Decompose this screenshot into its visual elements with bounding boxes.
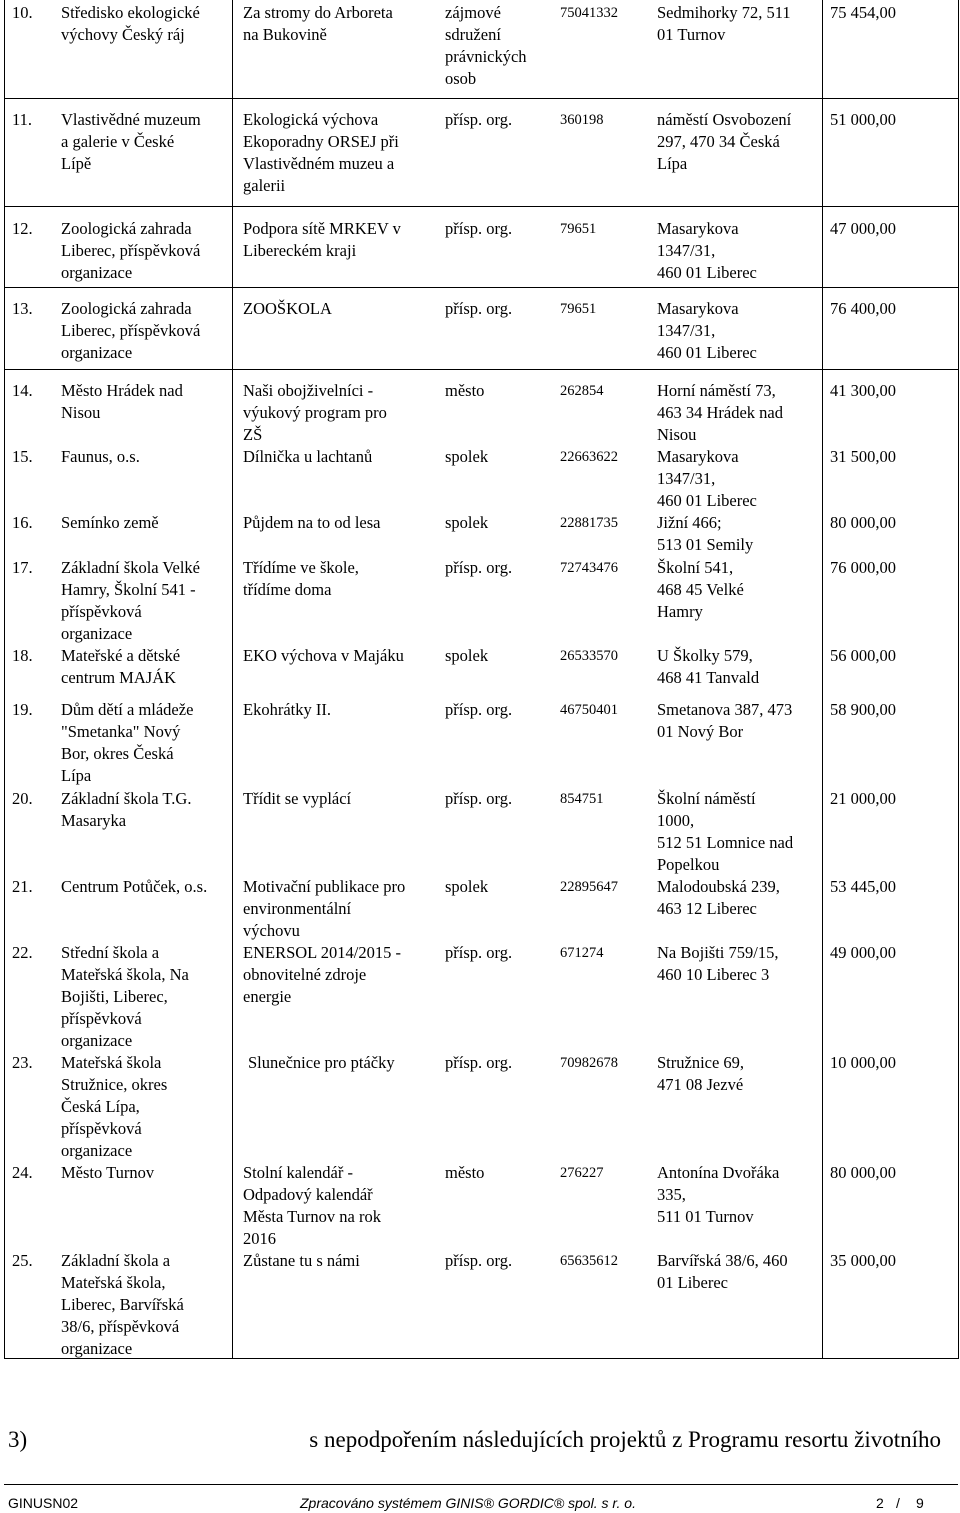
project-name: Za stromy do Arboreta na Bukovině <box>243 3 393 44</box>
project-name: Podpora sítě MRKEV v Libereckém kraji <box>243 219 401 260</box>
applicant-name: Semínko země <box>61 513 159 532</box>
amount: 41 300,00 <box>830 381 896 400</box>
row-number: 15. <box>12 447 33 466</box>
project-name: Ekologická výchova Ekoporadny ORSEJ při Vlastivědném muzeu a galerii <box>243 110 399 195</box>
ico-number: 79651 <box>560 221 597 237</box>
ico-number: 276227 <box>560 1165 604 1181</box>
ico-number: 65635612 <box>560 1253 618 1269</box>
address: Jižní 466; 513 01 Semily <box>657 513 754 554</box>
row-number: 23. <box>12 1053 33 1072</box>
amount: 56 000,00 <box>830 646 896 665</box>
ico-number: 360198 <box>560 112 604 128</box>
legal-form: přísp. org. <box>445 943 513 962</box>
legal-form: město <box>445 381 485 400</box>
address: Masarykova 1347/31, 460 01 Liberec <box>657 447 757 510</box>
row-number: 25. <box>12 1251 33 1270</box>
project-name: Stolní kalendář - Odpadový kalendář Města Turnov na rok 2016 <box>243 1163 381 1248</box>
project-name: Ekohrátky II. <box>243 700 331 719</box>
row-number: 24. <box>12 1163 33 1182</box>
applicant-name: Mateřské a dětské centrum MAJÁK <box>61 646 181 687</box>
row-number: 19. <box>12 700 33 719</box>
address: Masarykova 1347/31, 460 01 Liberec <box>657 219 757 282</box>
amount: 49 000,00 <box>830 943 896 962</box>
amount: 35 000,00 <box>830 1251 896 1270</box>
address: Školní 541, 468 45 Velké Hamry <box>657 558 744 621</box>
row-number: 14. <box>12 381 33 400</box>
address: Sedmihorky 72, 511 01 Turnov <box>657 3 791 44</box>
address: Malodoubská 239, 463 12 Liberec <box>657 877 780 918</box>
footer-page-total: 9 <box>916 1495 924 1511</box>
ico-number: 79651 <box>560 301 597 317</box>
address: Na Bojišti 759/15, 460 10 Liberec 3 <box>657 943 779 984</box>
applicant-name: Dům dětí a mládeže "Smetanka" Nový Bor, okres Česká Lípa <box>61 700 194 785</box>
row-number: 21. <box>12 877 33 896</box>
ico-number: 22881735 <box>560 515 618 531</box>
project-name: Naši obojživelníci - výukový program pro ZŠ <box>243 381 387 444</box>
amount: 76 000,00 <box>830 558 896 577</box>
row-number: 17. <box>12 558 33 577</box>
address: Horní náměstí 73, 463 34 Hrádek nad Nisou <box>657 381 784 444</box>
ico-number: 671274 <box>560 945 604 961</box>
footer-page-separator: / <box>896 1495 900 1511</box>
address: U Školky 579, 468 41 Tanvald <box>657 646 760 687</box>
address: Stružnice 69, 471 08 Jezvé <box>657 1053 745 1094</box>
applicant-name: Mateřská škola Stružnice, okres Česká Lípa, příspěvková organizace <box>61 1053 168 1160</box>
amount: 31 500,00 <box>830 447 896 466</box>
project-name: Třídíme ve škole, třídíme doma <box>243 558 359 599</box>
applicant-name: Faunus, o.s. <box>61 447 140 466</box>
amount: 75 454,00 <box>830 3 896 22</box>
project-name: Půjdem na to od lesa <box>243 513 381 532</box>
applicant-name: Základní škola T.G. Masaryka <box>61 789 192 830</box>
legal-form: spolek <box>445 447 489 466</box>
ico-number: 75041332 <box>560 5 618 21</box>
row-number: 20. <box>12 789 33 808</box>
address: Školní náměstí 1000, 512 51 Lomnice nad Popelkou <box>657 789 794 874</box>
footer-generator: Zpracováno systémem GINIS® GORDIC® spol. s r. o. <box>300 1495 636 1511</box>
applicant-name: Město Hrádek nad Nisou <box>61 381 183 422</box>
amount: 51 000,00 <box>830 110 896 129</box>
ico-number: 22663622 <box>560 449 618 465</box>
legal-form: přísp. org. <box>445 1053 513 1072</box>
legal-form: přísp. org. <box>445 789 513 808</box>
project-name: Dílnička u lachtanů <box>243 447 373 466</box>
address: náměstí Osvobození 297, 470 34 Česká Lípa <box>657 110 792 173</box>
applicant-name: Střední škola a Mateřská škola, Na Bojišti, Liberec, příspěvková organizace <box>61 943 189 1050</box>
row-number: 13. <box>12 299 33 318</box>
footer-code: GINUSN02 <box>8 1495 79 1511</box>
project-name: Zůstane tu s námi <box>243 1251 360 1270</box>
row-number: 22. <box>12 943 33 962</box>
project-name: ENERSOL 2014/2015 - obnovitelné zdroje energie <box>243 943 401 1006</box>
row-number: 18. <box>12 646 33 665</box>
applicant-name: Vlastivědné muzeum a galerie v České Lípě <box>61 110 201 173</box>
amount: 58 900,00 <box>830 700 896 719</box>
row-number: 16. <box>12 513 33 532</box>
project-name: Motivační publikace pro environmentální výchovu <box>243 877 406 940</box>
amount: 53 445,00 <box>830 877 896 896</box>
section-heading: s nepodpořením následujících projektů z Programu resortu životního <box>309 1427 941 1452</box>
applicant-name: Zoologická zahrada Liberec, příspěvková organizace <box>61 299 201 362</box>
applicant-name: Město Turnov <box>61 1163 155 1182</box>
ico-number: 72743476 <box>560 560 618 576</box>
applicant-name: Zoologická zahrada Liberec, příspěvková organizace <box>61 219 201 282</box>
applicant-name: Základní škola Velké Hamry, Školní 541 - příspěvková organizace <box>61 558 200 643</box>
address: Antonína Dvořáka 335, 511 01 Turnov <box>657 1163 780 1226</box>
legal-form: přísp. org. <box>445 558 513 577</box>
section-number: 3) <box>8 1427 28 1452</box>
applicant-name: Centrum Potůček, o.s. <box>61 877 208 896</box>
legal-form: přísp. org. <box>445 299 513 318</box>
project-name: Třídit se vyplácí <box>243 789 352 808</box>
legal-form: přísp. org. <box>445 110 513 129</box>
row-number: 10. <box>12 3 33 22</box>
ico-number: 22895647 <box>560 879 618 895</box>
amount: 10 000,00 <box>830 1053 896 1072</box>
applicant-name: Základní škola a Mateřská škola, Liberec, Barvířská 38/6, příspěvková organizace <box>61 1251 184 1358</box>
amount: 47 000,00 <box>830 219 896 238</box>
project-name: Slunečnice pro ptáčky <box>248 1053 395 1072</box>
legal-form: přísp. org. <box>445 700 513 719</box>
amount: 80 000,00 <box>830 513 896 532</box>
row-number: 12. <box>12 219 33 238</box>
address: Smetanova 387, 473 01 Nový Bor <box>657 700 793 741</box>
ico-number: 46750401 <box>560 702 618 718</box>
project-name: EKO výchova v Majáku <box>243 646 404 665</box>
footer-page-number: 2 <box>876 1495 884 1511</box>
address: Barvířská 38/6, 460 01 Liberec <box>657 1251 788 1292</box>
amount: 76 400,00 <box>830 299 896 318</box>
amount: 21 000,00 <box>830 789 896 808</box>
ico-number: 70982678 <box>560 1055 618 1071</box>
amount: 80 000,00 <box>830 1163 896 1182</box>
address: Masarykova 1347/31, 460 01 Liberec <box>657 299 757 362</box>
ico-number: 262854 <box>560 383 604 399</box>
ico-number: 854751 <box>560 791 604 807</box>
legal-form: spolek <box>445 877 489 896</box>
applicant-name: Středisko ekologické výchovy Český ráj <box>61 3 200 44</box>
ico-number: 26533570 <box>560 648 618 664</box>
legal-form: přísp. org. <box>445 219 513 238</box>
legal-form: spolek <box>445 513 489 532</box>
row-number: 11. <box>12 110 33 129</box>
legal-form: město <box>445 1163 485 1182</box>
project-name: ZOOŠKOLA <box>243 299 332 318</box>
legal-form: zájmové sdružení právnických osob <box>445 3 527 88</box>
legal-form: přísp. org. <box>445 1251 513 1270</box>
legal-form: spolek <box>445 646 489 665</box>
